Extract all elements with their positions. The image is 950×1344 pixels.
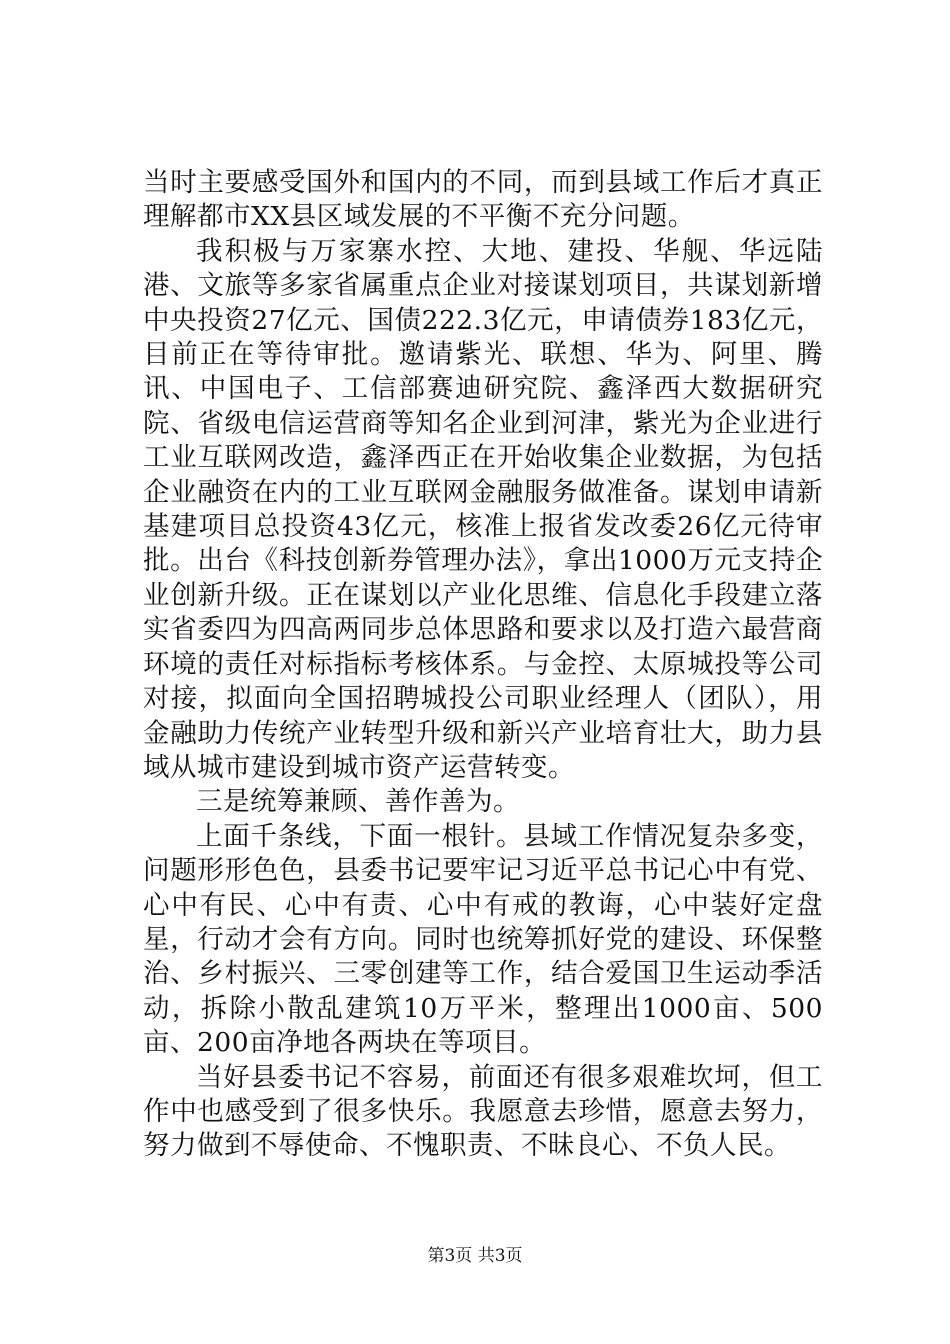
paragraph-3: 三是统筹兼顾、善作善为。	[196, 786, 520, 818]
paragraph-2: 我积极与万家寨水控、大地、建投、华舰、华远陆港、文旅等多家省属重点企业对接谋划项目，共谋划新增中央投资27亿元、国债222.3亿元，申请债券183亿元，目前正在等待审批。邀请紫光、联想、华为、阿里、腾讯、中国电子、工信部赛迪研究院、鑫泽西大数据研究院、省级电信运营商等知名企业到河津，紫光为企业进行工业互联网改造，鑫泽西正在开始收集企业数据，为包括企业融资在内的工业互联网金融服务做准备。谋划申请新基建项目总投资43亿元，核准上报省发改委26亿元待审批。出台《科技创新券管理办法》，拿出1000万元支持企业创新升级。正在谋划以产业化思维、信息化手段建立落实省委四为四高两同步总体思路和要求以及打造六最营商环境的责任对标指标考核体系。与金控、太原城投等公司对接，拟面向全国招聘城投公司职业经理人（团队），用金融助力传统产业转型升级和新兴产业培育壮大，助力县域从城市建设到城市资产运营转变。	[143, 235, 823, 783]
page-footer	[0, 1245, 950, 1267]
page-number-label: 第3页 共3页	[427, 1246, 523, 1266]
document-body	[143, 166, 823, 1164]
paragraph-1: 当时主要感受国外和国内的不同，而到县域工作后才真正理解都市XX县区域发展的不平衡不充分问题。	[143, 167, 823, 233]
paragraph-4: 上面千条线，下面一根针。县域工作情况复杂多变，问题形形色色，县委书记要牢记习近平总书记心中有党、心中有民、心中有责、心中有戒的教诲，心中装好定盘星，行动才会有方向。同时也统筹抓好党的建设、环保整治、乡村振兴、三零创建等工作，结合爱国卫生运动季活动，拆除小散乱建筑10万平米，整理出1000亩、500亩、200亩净地各两块在等项目。	[143, 820, 823, 1059]
paragraph-5: 当好县委书记不容易，前面还有很多艰难坎坷，但工作中也感受到了很多快乐。我愿意去珍惜，愿意去努力，努力做到不辱使命、不愧职责、不昧良心、不负人民。	[143, 1061, 823, 1162]
